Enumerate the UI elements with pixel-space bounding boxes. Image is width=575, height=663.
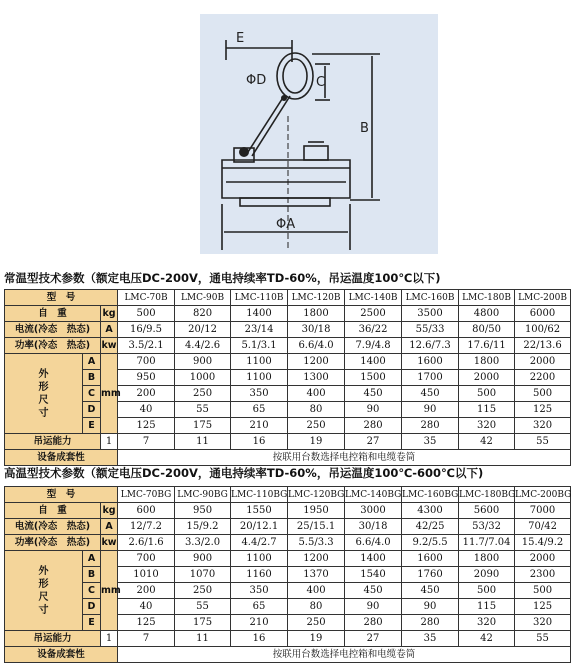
model-name-cell: LMC-160BG — [402, 487, 459, 503]
value-cell: 16/9.5 — [118, 322, 175, 338]
model-header-label: 型 号 — [5, 290, 118, 306]
value-cell: 17.6/11 — [459, 338, 515, 354]
value-cell: 42 — [459, 631, 515, 647]
value-cell: 1370 — [288, 567, 345, 583]
value-cell: 210 — [231, 418, 288, 434]
model-name-cell: LMC-180BG — [459, 487, 515, 503]
magnet-dimension-svg — [200, 14, 438, 254]
model-name-cell: LMC-140B — [345, 290, 402, 306]
value-cell: 5600 — [459, 503, 515, 519]
value-cell: 55 — [175, 599, 231, 615]
dimension-unit: mm — [101, 551, 118, 631]
value-cell: 1400 — [345, 551, 402, 567]
value-cell: 19 — [288, 631, 345, 647]
table-header-row — [5, 290, 571, 306]
dimension-key: D — [83, 402, 101, 418]
model-name-cell: LMC-90BG — [175, 487, 231, 503]
value-cell: 9.2/5.5 — [402, 535, 459, 551]
value-cell: 1600 — [402, 551, 459, 567]
table-row — [5, 503, 571, 519]
dimension-row — [5, 402, 571, 418]
row-label: 自 重 — [5, 306, 101, 322]
table-row — [5, 535, 571, 551]
value-cell: 20/12.1 — [231, 519, 288, 535]
value-cell: 1700 — [402, 370, 459, 386]
value-cell: 320 — [459, 418, 515, 434]
row-label: 功率(冷态 热态) — [5, 535, 101, 551]
value-cell: 6.6/4.0 — [288, 338, 345, 354]
value-cell: 16 — [231, 631, 288, 647]
value-cell: 1200 — [288, 551, 345, 567]
value-cell: 4800 — [459, 306, 515, 322]
model-name-cell: LMC-120BG — [288, 487, 345, 503]
value-cell: 80 — [288, 599, 345, 615]
dimension-key: E — [83, 418, 101, 434]
value-cell: 4.4/2.7 — [231, 535, 288, 551]
value-cell: 42 — [459, 434, 515, 450]
value-cell: 1100 — [231, 551, 288, 567]
value-cell: 250 — [288, 615, 345, 631]
value-cell: 80/50 — [459, 322, 515, 338]
value-cell: 320 — [459, 615, 515, 631]
value-cell: 200 — [118, 583, 175, 599]
value-cell: 7.9/4.8 — [345, 338, 402, 354]
value-cell: 900 — [175, 551, 231, 567]
model-name-cell: LMC-160B — [402, 290, 459, 306]
magnet-drawing — [200, 14, 438, 254]
value-cell: 3000 — [345, 503, 402, 519]
value-cell: 2200 — [515, 370, 571, 386]
dimension-key: B — [83, 567, 101, 583]
dimension-row — [5, 583, 571, 599]
value-cell: 70/42 — [515, 519, 571, 535]
value-cell: 950 — [175, 503, 231, 519]
value-cell: 1600 — [402, 354, 459, 370]
capacity-unit: 1 — [101, 631, 118, 647]
dimension-row — [5, 370, 571, 386]
value-cell: 35 — [402, 434, 459, 450]
dimension-row — [5, 599, 571, 615]
value-cell: 250 — [288, 418, 345, 434]
value-cell: 600 — [118, 503, 175, 519]
value-cell: 1200 — [288, 354, 345, 370]
value-cell: 15.4/9.2 — [515, 535, 571, 551]
row-unit: A — [101, 519, 118, 535]
value-cell: 450 — [402, 386, 459, 402]
value-cell: 1800 — [459, 354, 515, 370]
value-cell: 210 — [231, 615, 288, 631]
value-cell: 1800 — [288, 306, 345, 322]
dimensions-label-char: 形 — [38, 381, 49, 393]
model-header-label: 型 号 — [5, 487, 118, 503]
model-name-cell: LMC-140BG — [345, 487, 402, 503]
value-cell: 2090 — [459, 567, 515, 583]
table-row — [5, 322, 571, 338]
value-cell: 700 — [118, 551, 175, 567]
value-cell: 350 — [231, 583, 288, 599]
row-label: 功率(冷态 热态) — [5, 338, 101, 354]
value-cell: 2000 — [515, 354, 571, 370]
value-cell: 35 — [402, 631, 459, 647]
value-cell: 100/62 — [515, 322, 571, 338]
dimensions-label-char: 寸 — [38, 604, 49, 616]
value-cell: 30/18 — [288, 322, 345, 338]
value-cell: 4300 — [402, 503, 459, 519]
value-cell: 450 — [402, 583, 459, 599]
value-cell: 1010 — [118, 567, 175, 583]
value-cell: 2300 — [515, 567, 571, 583]
row-unit: kw — [101, 338, 118, 354]
value-cell: 40 — [118, 402, 175, 418]
value-cell: 320 — [515, 418, 571, 434]
value-cell: 280 — [402, 418, 459, 434]
high-temp-heading: 高温型技术参数（额定电压DC-200V，通电持续率TD-60%，吊运温度100℃-600℃以下) — [4, 466, 484, 480]
value-cell: 280 — [345, 615, 402, 631]
value-cell: 450 — [345, 386, 402, 402]
dimension-key: C — [83, 583, 101, 599]
value-cell: 7000 — [515, 503, 571, 519]
value-cell: 950 — [118, 370, 175, 386]
value-cell: 500 — [459, 386, 515, 402]
value-cell: 1540 — [345, 567, 402, 583]
value-cell: 320 — [515, 615, 571, 631]
equipment-label: 设备成套性 — [5, 647, 118, 663]
value-cell: 450 — [345, 583, 402, 599]
value-cell: 15/9.2 — [175, 519, 231, 535]
value-cell: 16 — [231, 434, 288, 450]
value-cell: 3500 — [402, 306, 459, 322]
model-name-cell: LMC-70BG — [118, 487, 175, 503]
high-temp-spec-table — [4, 486, 571, 663]
row-label: 电流(冷态 热态) — [5, 322, 101, 338]
label-d: ΦD — [246, 73, 267, 88]
dimension-key: A — [83, 354, 101, 370]
model-name-cell: LMC-200BG — [515, 487, 571, 503]
value-cell: 400 — [288, 386, 345, 402]
value-cell: 40 — [118, 599, 175, 615]
dimension-key: A — [83, 551, 101, 567]
value-cell: 350 — [231, 386, 288, 402]
row-label: 自 重 — [5, 503, 101, 519]
dimensions-label-char: 尺 — [38, 591, 49, 603]
value-cell: 700 — [118, 354, 175, 370]
equipment-label: 设备成套性 — [5, 450, 118, 466]
value-cell: 12.6/7.3 — [402, 338, 459, 354]
value-cell: 1800 — [459, 551, 515, 567]
label-e: E — [236, 31, 245, 46]
value-cell: 11 — [175, 434, 231, 450]
dimension-key: C — [83, 386, 101, 402]
value-cell: 820 — [175, 306, 231, 322]
value-cell: 11.7/7.04 — [459, 535, 515, 551]
value-cell: 400 — [288, 583, 345, 599]
table-row — [5, 306, 571, 322]
label-a: ΦA — [276, 217, 296, 232]
value-cell: 2.6/1.6 — [118, 535, 175, 551]
value-cell: 22/13.6 — [515, 338, 571, 354]
value-cell: 90 — [345, 402, 402, 418]
value-cell: 27 — [345, 434, 402, 450]
value-cell: 500 — [459, 583, 515, 599]
dimensions-label — [5, 551, 83, 631]
dimension-key: B — [83, 370, 101, 386]
capacity-row — [5, 631, 571, 647]
dimension-unit: mm — [101, 354, 118, 434]
value-cell: 125 — [515, 402, 571, 418]
value-cell: 4.4/2.6 — [175, 338, 231, 354]
row-unit: kg — [101, 306, 118, 322]
dimension-key: E — [83, 615, 101, 631]
dimension-row — [5, 567, 571, 583]
value-cell: 125 — [515, 599, 571, 615]
value-cell: 1760 — [402, 567, 459, 583]
value-cell: 55 — [175, 402, 231, 418]
capacity-label: 吊运能力 — [5, 434, 101, 450]
value-cell: 280 — [345, 418, 402, 434]
dimension-row — [5, 551, 571, 567]
dimensions-label-char: 寸 — [38, 407, 49, 419]
equipment-row — [5, 450, 571, 466]
value-cell: 1100 — [231, 370, 288, 386]
dimension-key: D — [83, 599, 101, 615]
value-cell: 6000 — [515, 306, 571, 322]
value-cell: 5.5/3.3 — [288, 535, 345, 551]
value-cell: 7 — [118, 631, 175, 647]
model-name-cell: LMC-120B — [288, 290, 345, 306]
value-cell: 200 — [118, 386, 175, 402]
value-cell: 11 — [175, 631, 231, 647]
value-cell: 175 — [175, 418, 231, 434]
value-cell: 1000 — [175, 370, 231, 386]
table-row — [5, 519, 571, 535]
table-row — [5, 338, 571, 354]
value-cell: 500 — [118, 306, 175, 322]
dimensions-label-char: 尺 — [38, 394, 49, 406]
value-cell: 1400 — [231, 306, 288, 322]
equipment-row — [5, 647, 571, 663]
row-label: 电流(冷态 热态) — [5, 519, 101, 535]
equipment-note: 按联用台数选择电控箱和电缆卷筒 — [118, 450, 571, 466]
value-cell: 900 — [175, 354, 231, 370]
value-cell: 65 — [231, 402, 288, 418]
model-name-cell: LMC-70B — [118, 290, 175, 306]
value-cell: 5.1/3.1 — [231, 338, 288, 354]
value-cell: 3.5/2.1 — [118, 338, 175, 354]
value-cell: 2500 — [345, 306, 402, 322]
value-cell: 1950 — [288, 503, 345, 519]
value-cell: 2000 — [515, 551, 571, 567]
value-cell: 175 — [175, 615, 231, 631]
model-name-cell: LMC-200B — [515, 290, 571, 306]
value-cell: 80 — [288, 402, 345, 418]
value-cell: 125 — [118, 418, 175, 434]
model-name-cell: LMC-110BG — [231, 487, 288, 503]
value-cell: 36/22 — [345, 322, 402, 338]
value-cell: 19 — [288, 434, 345, 450]
capacity-row — [5, 434, 571, 450]
dimensions-label-char: 形 — [38, 578, 49, 590]
table-header-row — [5, 487, 571, 503]
value-cell: 27 — [345, 631, 402, 647]
value-cell: 25/15.1 — [288, 519, 345, 535]
value-cell: 1070 — [175, 567, 231, 583]
value-cell: 1400 — [345, 354, 402, 370]
equipment-note: 按联用台数选择电控箱和电缆卷筒 — [118, 647, 571, 663]
value-cell: 1160 — [231, 567, 288, 583]
dimensions-label — [5, 354, 83, 434]
value-cell: 6.6/4.0 — [345, 535, 402, 551]
model-name-cell: LMC-90B — [175, 290, 231, 306]
value-cell: 1500 — [345, 370, 402, 386]
value-cell: 125 — [118, 615, 175, 631]
value-cell: 55/33 — [402, 322, 459, 338]
value-cell: 55 — [515, 434, 571, 450]
model-name-cell: LMC-110B — [231, 290, 288, 306]
dimensions-label-char: 外 — [38, 565, 49, 577]
value-cell: 1300 — [288, 370, 345, 386]
row-unit: A — [101, 322, 118, 338]
capacity-unit: 1 — [101, 434, 118, 450]
value-cell: 115 — [459, 402, 515, 418]
normal-temp-spec-table — [4, 289, 571, 466]
value-cell: 42/25 — [402, 519, 459, 535]
value-cell: 500 — [515, 386, 571, 402]
row-unit: kg — [101, 503, 118, 519]
value-cell: 1100 — [231, 354, 288, 370]
value-cell: 250 — [175, 386, 231, 402]
dimension-row — [5, 386, 571, 402]
value-cell: 30/18 — [345, 519, 402, 535]
value-cell: 12/7.2 — [118, 519, 175, 535]
normal-temp-heading: 常温型技术参数（额定电压DC-200V，通电持续率TD-60%，吊运温度100℃以下) — [4, 271, 441, 285]
model-name-cell: LMC-180B — [459, 290, 515, 306]
label-c: C — [316, 75, 326, 90]
dimensions-label-char: 外 — [38, 368, 49, 380]
value-cell: 1550 — [231, 503, 288, 519]
capacity-label: 吊运能力 — [5, 631, 101, 647]
row-unit: kw — [101, 535, 118, 551]
value-cell: 90 — [402, 599, 459, 615]
label-b: B — [360, 121, 369, 136]
value-cell: 115 — [459, 599, 515, 615]
value-cell: 55 — [515, 631, 571, 647]
value-cell: 7 — [118, 434, 175, 450]
value-cell: 90 — [345, 599, 402, 615]
value-cell: 2000 — [459, 370, 515, 386]
dimension-row — [5, 418, 571, 434]
value-cell: 53/32 — [459, 519, 515, 535]
value-cell: 23/14 — [231, 322, 288, 338]
dimension-row — [5, 615, 571, 631]
dimension-row — [5, 354, 571, 370]
value-cell: 500 — [515, 583, 571, 599]
value-cell: 65 — [231, 599, 288, 615]
value-cell: 250 — [175, 583, 231, 599]
value-cell: 3.3/2.0 — [175, 535, 231, 551]
value-cell: 20/12 — [175, 322, 231, 338]
value-cell: 90 — [402, 402, 459, 418]
value-cell: 280 — [402, 615, 459, 631]
